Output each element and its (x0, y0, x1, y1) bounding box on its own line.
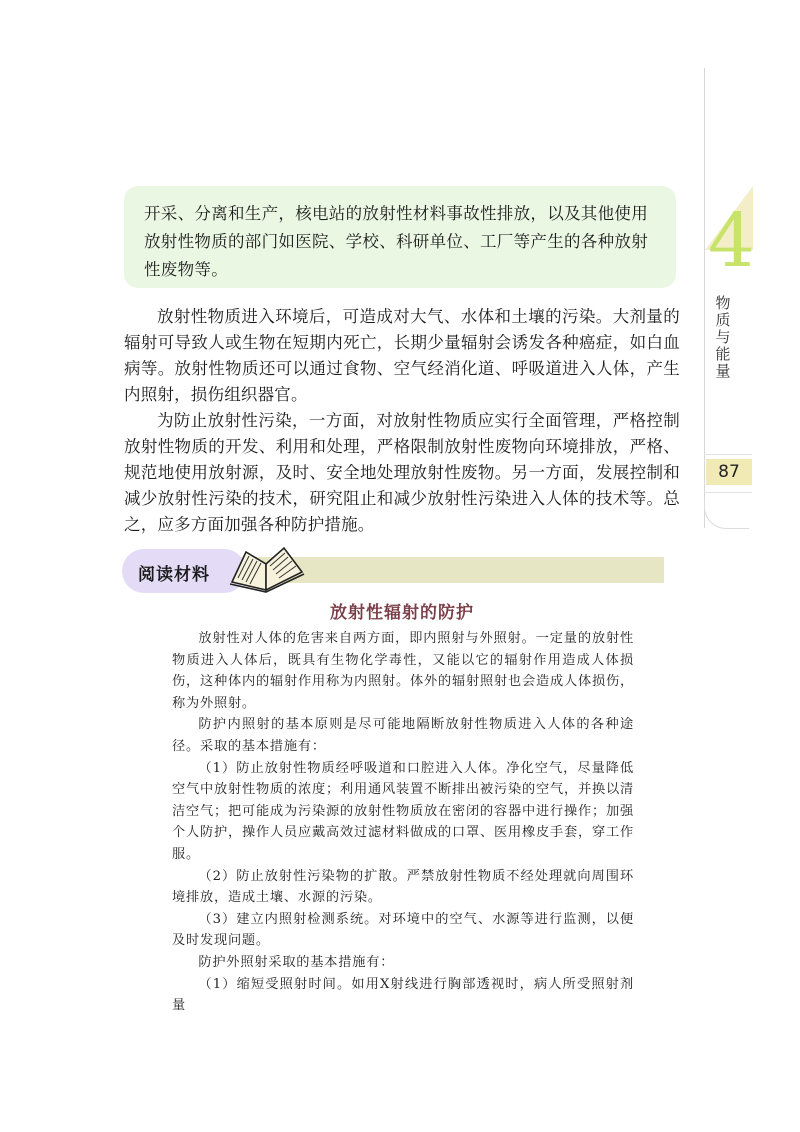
page-number: 87 (718, 462, 740, 482)
chapter-title: 物质与能量 (715, 294, 731, 380)
body-paragraph: 为防止放射性污染，一方面，对放射性物质应实行全面管理，严格控制放射性物质的开发、利用和处理，严格限制放射性废物向环境排放，严格、规范地使用放射源，及时、安全地处理放射性废物。另一方面，发展控制和减少放射性污染的技术，研究阻止和减少放射性污染进入人体的技术等。总之，应多方面加强各种防护措施。 (124, 411, 680, 534)
open-book-icon (226, 542, 308, 594)
reading-paragraph: 防护内照射的基本原则是尽可能地隔断放射性物质进入人体的各种途径。采取的基本措施有： (172, 717, 634, 754)
body-paragraph: 放射性物质进入环境后，可造成对大气、水体和土壤的污染。大剂量的辐射可导致人或生物在短期内死亡，长期少量辐射会诱发各种癌症，如白血病等。放射性物质还可以通过食物、空气经消化道、呼吸道进入人体，产生内照射，损伤组织器官。 (124, 307, 680, 404)
reading-paragraph: （3）建立内照射检测系统。对环境中的空气、水源等进行监测，以便及时发现问题。 (172, 911, 634, 949)
side-divider (704, 454, 752, 455)
source-callout-box (124, 186, 676, 288)
reading-paragraph: （1）缩短受照射时间。如用X射线进行胸部透视时，病人所受照射剂量 (172, 976, 634, 1014)
reading-paragraph: 防护外照射采取的基本措施有： (198, 954, 395, 970)
reading-paragraph: 放射性对人体的危害来自两方面，即内照射与外照射。一定量的放射性物质进入人体后，既具有生物化学毒性，又能以它的辐射作用造成人体损伤，这种体内的辐射作用称为内照射。体外的辐射照射也会造成人体损伤，称为外照射。 (172, 631, 634, 711)
reading-paragraph: （2）防止放射性污染物的扩散。严禁放射性物质不经处理就向周围环境排放，造成土壤、水源的污染。 (172, 868, 634, 906)
reading-title: 放射性辐射的防护 (330, 603, 474, 623)
reading-body (172, 628, 634, 1017)
chapter-number: 4 (708, 198, 756, 284)
reading-label: 阅读材料 (138, 565, 210, 585)
reading-paragraph: （1）防止放射性物质经呼吸道和口腔进入人体。净化空气，尽量降低空气中放射性物质的浓度；利用通风装置不断排出被污染的空气，并换以清洁空气；把可能成为污染源的放射性物质放在密闭的容器中进行操作；加强个人防护，操作人员应戴高效过滤材料做成的口罩、医用橡皮手套，穿工作服。 (172, 760, 634, 862)
main-body (124, 304, 680, 538)
callout-text: 开采、分离和生产，核电站的放射性材料事故性排放，以及其他使用放射性物质的部门如医院、学校、科研单位、工厂等产生的各种放射性废物等。 (144, 204, 648, 279)
side-divider (704, 492, 752, 493)
